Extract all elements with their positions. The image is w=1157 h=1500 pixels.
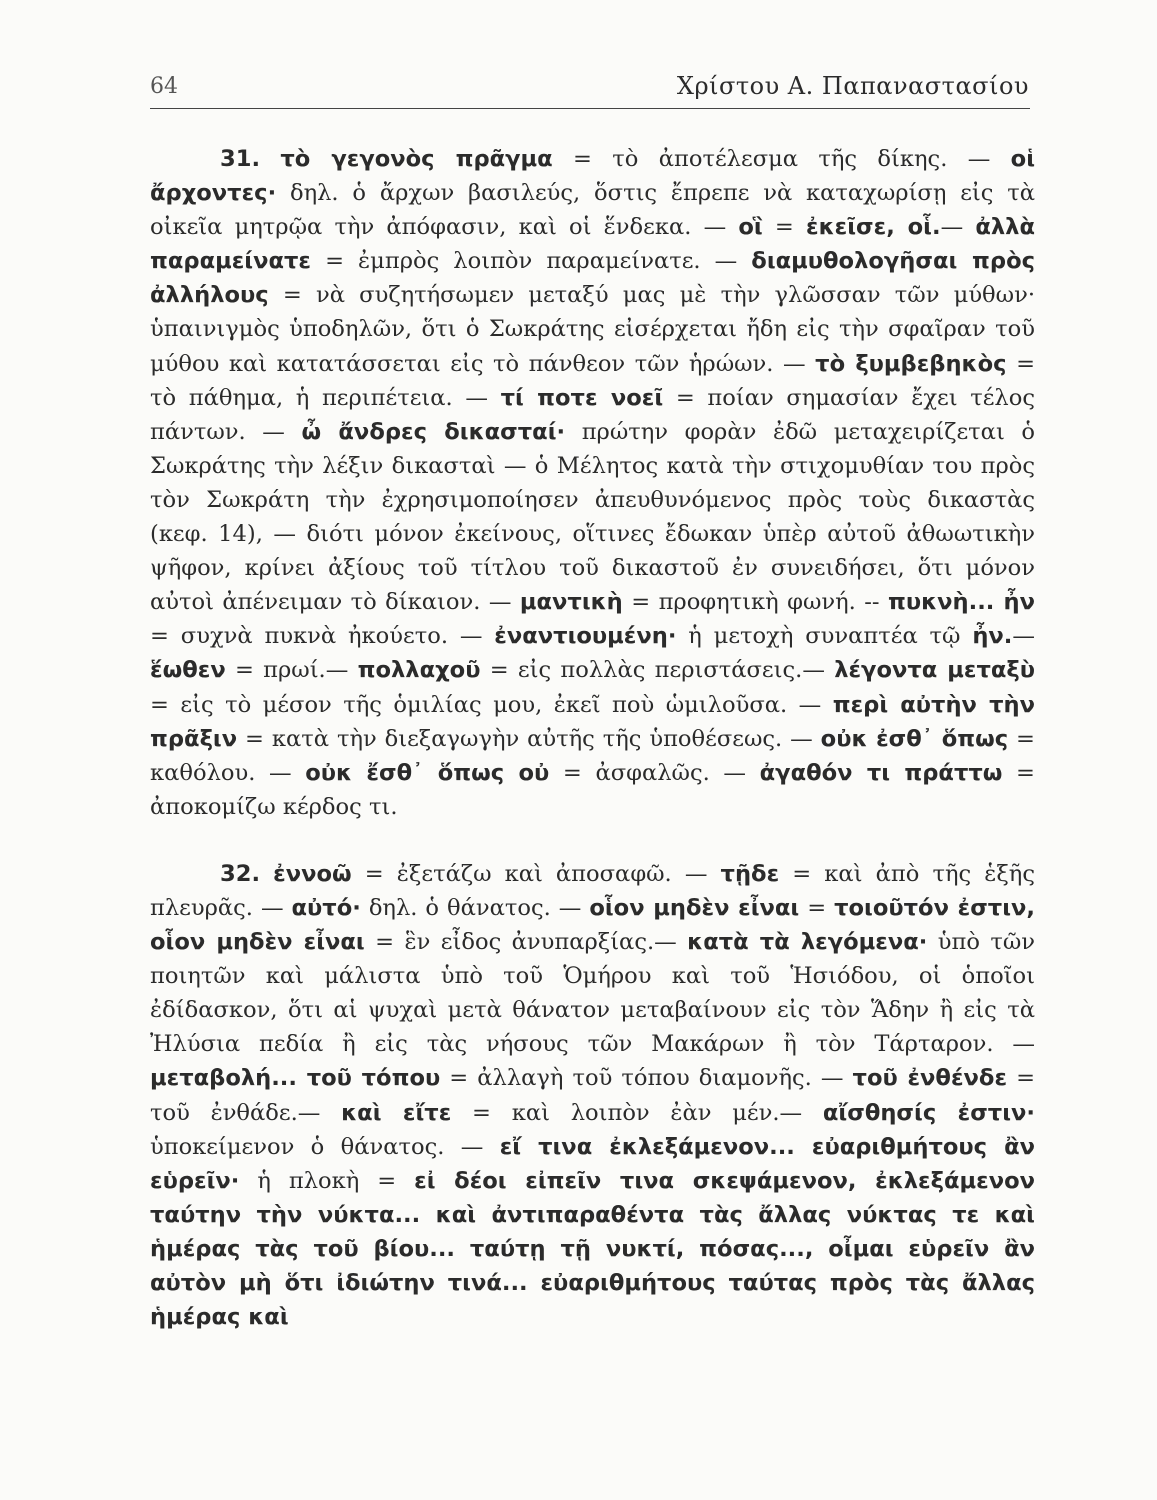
gloss: = τὸ ἀποτέλεσμα τῆς δίκης. — [552, 146, 1011, 172]
gloss: πρώτην φορὰν ἐδῶ μεταχειρίζεται ὁ Σωκράτης τὴν λέξιν δικασταὶ — ὁ Μέλητος κατὰ τὴν στιχομυθίαν του πρὸς τὸν Σωκράτη τὴν ἐχρησιμοποίησεν ἀπευθυνόμενος πρὸς τοὺς δικαστὰς (κεφ. 14), — διότι μόνον ἐκείνους, οἵτινες ἔδωκαν ὑπὲρ αὐτοῦ ἀθωωτικὴν ψῆφον, κρίνει ἀξίους τοῦ τίτλου τοῦ δικαστοῦ ἐν συνειδήσει, ὅτι μόνον αὐτοὶ ἀπένειμαν τὸ δίκαιον. — [150, 418, 1036, 616]
lemma: αὐτό· [291, 894, 361, 921]
gloss: = ἓν εἶδος ἀνυπαρξίας.— [364, 929, 688, 956]
gloss: = ποίαν σημασίαν ἔχει τέλος πάντων. — [150, 384, 1036, 445]
gloss: = καὶ ἀπὸ τῆς ἑξῆς πλευρᾶς. — [150, 860, 1035, 921]
lemma: οὐκ ἔσθ᾽ ὅπως οὐ [305, 759, 550, 786]
gloss: δηλ. ὁ ἄρχων βασιλεύς, ὅστις ἔπρεπε νὰ καταχωρίσῃ εἰς τὰ οἰκεῖα μητρῷα τὴν ἀπόφασιν, καὶ οἱ ἕνδεκα. — [150, 180, 1035, 241]
lemma: τί ποτε νοεῖ [500, 384, 664, 411]
gloss: ἡ πλοκὴ = [239, 1167, 415, 1194]
lemma: πολλαχοῦ [357, 657, 481, 684]
lemma: μαντικὴ [519, 589, 623, 616]
gloss: — [1012, 623, 1035, 650]
lemma: μεταβολή... τοῦ τόπου [150, 1065, 441, 1092]
lemma: οὐκ ἐσθ᾽ ὅπως [820, 725, 1009, 752]
lemma: ἀγαθόν τι πράττω [759, 759, 1003, 786]
gloss: = ἀλλαγὴ τοῦ τόπου διαμονῆς. — [440, 1065, 853, 1092]
gloss: = [762, 214, 807, 241]
gloss: = νὰ συζητήσωμεν μεταξύ μας μὲ τὴν γλῶσσαν τῶν μύθων· ὑπαινιγμὸς ὑποδηλῶν, ὅτι ὁ Σωκράτης εἰσέρχεται ἤδη εἰς τὴν σφαῖραν τοῦ μύθου καὶ κατατάσσεται εἰς τὸ πάνθεον τῶν ἡρώων. — [150, 282, 1035, 377]
gloss: = [799, 894, 835, 921]
lemma: οἷον μηδὲν εἶναι [589, 894, 800, 921]
commentary-paragraph-31 [150, 142, 1035, 824]
gloss: = προφητικὴ φωνή. -- [622, 589, 888, 616]
lemma: οἱ ἄρχοντες· [150, 146, 1035, 207]
gloss: = πρωί.— [225, 657, 358, 684]
gloss: = εἰς τὸ μέσον τῆς ὁμιλίας μου, ἐκεῖ ποὺ ὡμιλοῦσα. — [150, 691, 833, 718]
lemma: διαμυθολογῆσαι πρὸς ἀλλήλους [150, 248, 1035, 309]
gloss: = τοῦ ἐνθάδε.— [150, 1065, 1035, 1126]
lemma: καὶ εἴτε [341, 1099, 452, 1126]
lemma: περὶ αὐτὴν τὴν πρᾶξιν [150, 691, 1035, 752]
gloss: = ἐξετάζω καὶ ἀποσαφῶ. — [351, 860, 721, 887]
lemma: τὸ γεγονὸς πρᾶγμα [280, 146, 553, 172]
gloss: = τὸ πάθημα, ἡ περιπέτεια. — [150, 350, 1036, 411]
running-head: Χρίστου Α. Παπαναστασίου [676, 72, 1029, 100]
gloss: = καὶ λοιπὸν ἐὰν μέν.— [451, 1099, 823, 1126]
lemma: ἕωθεν [150, 657, 226, 684]
gloss: δηλ. ὁ θάνατος. — [360, 894, 590, 921]
lemma: ἐναντιουμένη· [494, 623, 677, 650]
gloss: = εἰς πολλὰς περιστάσεις.— [480, 657, 835, 684]
lemma: εἴ τινα ἐκλεξάμενον... εὐαριθμήτους ἂν εὑρεῖν· [150, 1133, 1035, 1194]
gloss: = ἐμπρὸς λοιπὸν παραμείνατε. — [311, 248, 752, 275]
lemma: ἐννοῶ [273, 860, 352, 887]
lemma: τοιοῦτόν ἐστιν, οἷον μηδὲν εἶναι [150, 894, 1035, 956]
lemma: τῇδε [720, 860, 780, 887]
gloss: = καθόλου. — [150, 725, 1035, 786]
gloss: — [940, 214, 976, 241]
lemma: λέγοντα μεταξὺ [834, 657, 1035, 684]
lemma: τοῦ ἐνθένδε [852, 1065, 1008, 1092]
lemma: αἴσθησίς ἐστιν· [822, 1099, 1036, 1126]
gloss: = συχνὰ πυκνὰ ἠκούετο. — [150, 623, 495, 650]
header-rule [150, 108, 1030, 109]
lemma: οἳ [738, 214, 763, 241]
lemma: ἐκεῖσε, οἷ. [806, 214, 941, 241]
lemma: κατὰ τὰ λεγόμενα· [687, 929, 928, 956]
section-number: 32. [220, 860, 261, 887]
gloss: ἡ μετοχὴ συναπτέα τῷ [676, 623, 973, 650]
lemma: ἦν. [972, 623, 1013, 650]
gloss: ὑπὸ τῶν ποιητῶν καὶ μάλιστα ὑπὸ τοῦ Ὁμήρου καὶ τοῦ Ἡσιόδου, οἱ ὁποῖοι ἐδίδασκον, ὅτι αἱ ψυχαὶ μετὰ θάνατον μεταβαίνουν εἰς τὸν Ἅδην ἢ εἰς τὰ Ἠλύσια πεδία ἢ εἰς τὰς νήσους τῶν Μακάρων ἢ τὸν Τάρταρον. — [150, 929, 1036, 1058]
lemma: πυκνὴ... ἦν [887, 589, 1035, 616]
gloss: = ἀσφαλῶς. — [549, 759, 760, 786]
gloss: ὑποκείμενον ὁ θάνατος. — [150, 1133, 500, 1160]
body-text [150, 142, 1035, 1334]
lemma: εἰ δέοι εἰπεῖν τινα σκεψάμενον, ἐκλεξάμενον ταύτην τὴν νύκτα... καὶ ἀντιπαραθέντα τὰς ἄλλας νύκτας τε καὶ ἡμέρας τὰς τοῦ βίου... ταύτῃ τῇ νυκτί, πόσας..., οἶμαι εὑρεῖν ἂν αὐτὸν μὴ ὅτι ἰδιώτην τινά... εὐαριθμήτους ταύτας πρὸς τὰς ἄλλας ἡμέρας καὶ [150, 1167, 1035, 1331]
gloss: = ἀποκομίζω κέρδος τι. [150, 759, 1035, 820]
commentary-paragraph-32 [150, 857, 1035, 1334]
gloss: = κατὰ τὴν διεξαγωγὴν αὐτῆς τῆς ὑποθέσεως. — [237, 725, 821, 752]
page-number: 64 [150, 74, 178, 99]
lemma: τὸ ξυμβεβηκὸς [815, 350, 1007, 377]
lemma: ὦ ἄνδρες δικασταί· [301, 418, 566, 445]
lemma: ἀλλὰ παραμείνατε [150, 214, 1035, 275]
section-number: 31. [220, 146, 261, 172]
